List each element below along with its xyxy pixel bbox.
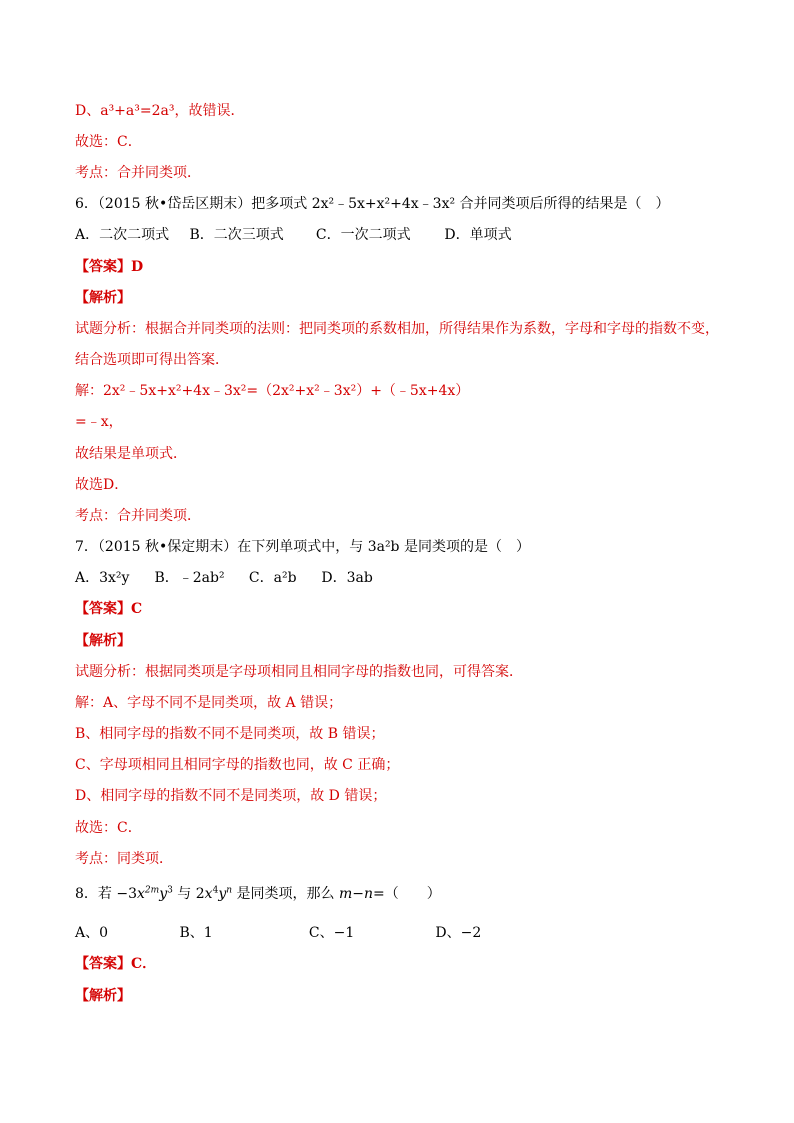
q8-expr-m: m — [338, 886, 353, 902]
q8-after: 是同类项，那么 — [236, 886, 335, 902]
q6-choose: 故选D． — [75, 477, 129, 493]
q6-option-c: C．一次二项式 — [315, 227, 411, 243]
q8-term-2 — [196, 886, 232, 902]
q8-term-1-coef: −3 — [116, 886, 138, 902]
q6-solution-2: =﹣x， — [75, 414, 123, 430]
q8-term-1-x-exp: 2m — [144, 885, 160, 896]
q6-option-a: A．二次二项式 — [75, 227, 170, 243]
q5-choose: 故选：C． — [75, 134, 142, 150]
q8-term-2-y: y — [218, 886, 227, 902]
q8-option-d: D、−2 — [435, 925, 482, 941]
q8-term-2-x: x — [204, 886, 213, 902]
q6-options — [75, 225, 512, 245]
q7-options — [75, 568, 373, 588]
q8-number: 8．若 — [75, 886, 112, 902]
q7-choose: 故选：C． — [75, 820, 142, 836]
q6-stem: 6．（2015 秋•岱岳区期末）把多项式 2x²﹣5x+x²+4x﹣3x² 合并同类项后所得的结果是（ ） — [75, 196, 670, 212]
q7-analysis-label: 【解析】 — [75, 633, 131, 649]
q7-option-c: C．a²b — [248, 570, 297, 586]
q6-result: 故结果是单项式． — [75, 446, 187, 462]
q6-analysis-2: 结合选项即可得出答案． — [75, 352, 229, 368]
q8-term-1-y: y — [159, 886, 168, 902]
q5-d-line: D、a³+a³=2a³，故错误． — [75, 103, 245, 119]
q8-term-2-y-exp: n — [226, 885, 233, 896]
q7-solution-c: C、字母项相同且相同字母的指数也同，故 C 正确； — [75, 757, 400, 773]
q6-solution-1: 解：2x²﹣5x+x²+4x﹣3x²=（2x²+x²﹣3x²）+（﹣5x+4x） — [75, 383, 470, 399]
q7-analysis-1: 试题分析：根据同类项是字母项相同且相同字母的指数也同，可得答案． — [75, 664, 523, 680]
q7-option-a: A．3x²y — [75, 570, 130, 586]
q6-analysis-label: 【解析】 — [75, 290, 131, 306]
q7-solution-b: B、相同字母的指数不同不是同类项，故 B 错误； — [75, 726, 385, 742]
q8-analysis-label: 【解析】 — [75, 988, 131, 1004]
q8-options — [75, 923, 481, 943]
q8-term-2-coef: 2 — [195, 886, 205, 902]
q8-term-1-x: x — [137, 886, 145, 902]
q7-solution-d: D、相同字母的指数不同不是同类项，故 D 错误； — [75, 788, 387, 804]
q8-expr-n: n — [363, 886, 373, 902]
q8-stem — [75, 884, 441, 904]
q6-option-d: D．单项式 — [444, 227, 512, 243]
q6-point: 考点：合并同类项． — [75, 508, 201, 524]
q7-option-d: D．3ab — [321, 570, 373, 586]
q8-mid: 与 — [177, 886, 192, 902]
q7-option-b: B．﹣2ab² — [154, 570, 225, 586]
q8-tail: =（ ） — [372, 886, 441, 902]
q7-solution-a: 解：A、字母不同不是同类项，故 A 错误； — [75, 695, 343, 711]
q8-option-b: B、1 — [179, 925, 213, 941]
q8-term-1-y-exp: 3 — [167, 885, 173, 896]
q8-expr-op: − — [352, 886, 364, 902]
q7-stem: 7．（2015 秋•保定期末）在下列单项式中，与 3a²b 是同类项的是（ ） — [75, 539, 530, 555]
q6-option-b: B．二次三项式 — [189, 227, 284, 243]
q7-point: 考点：同类项． — [75, 851, 173, 867]
q7-answer: 【答案】C — [75, 601, 143, 617]
q5-point: 考点：合并同类项． — [75, 165, 201, 181]
q8-term-1 — [116, 886, 172, 902]
q8-option-c: C、−1 — [308, 925, 355, 941]
q6-analysis-1: 试题分析：根据合并同类项的法则：把同类项的系数相加，所得结果作为系数，字母和字母的指数不变， — [75, 321, 719, 337]
q8-term-2-x-exp: 4 — [212, 885, 219, 896]
q8-expression — [339, 886, 373, 902]
q6-answer: 【答案】D — [75, 259, 144, 275]
q8-option-a: A、0 — [75, 925, 109, 941]
q8-answer: 【答案】C． — [75, 956, 157, 972]
